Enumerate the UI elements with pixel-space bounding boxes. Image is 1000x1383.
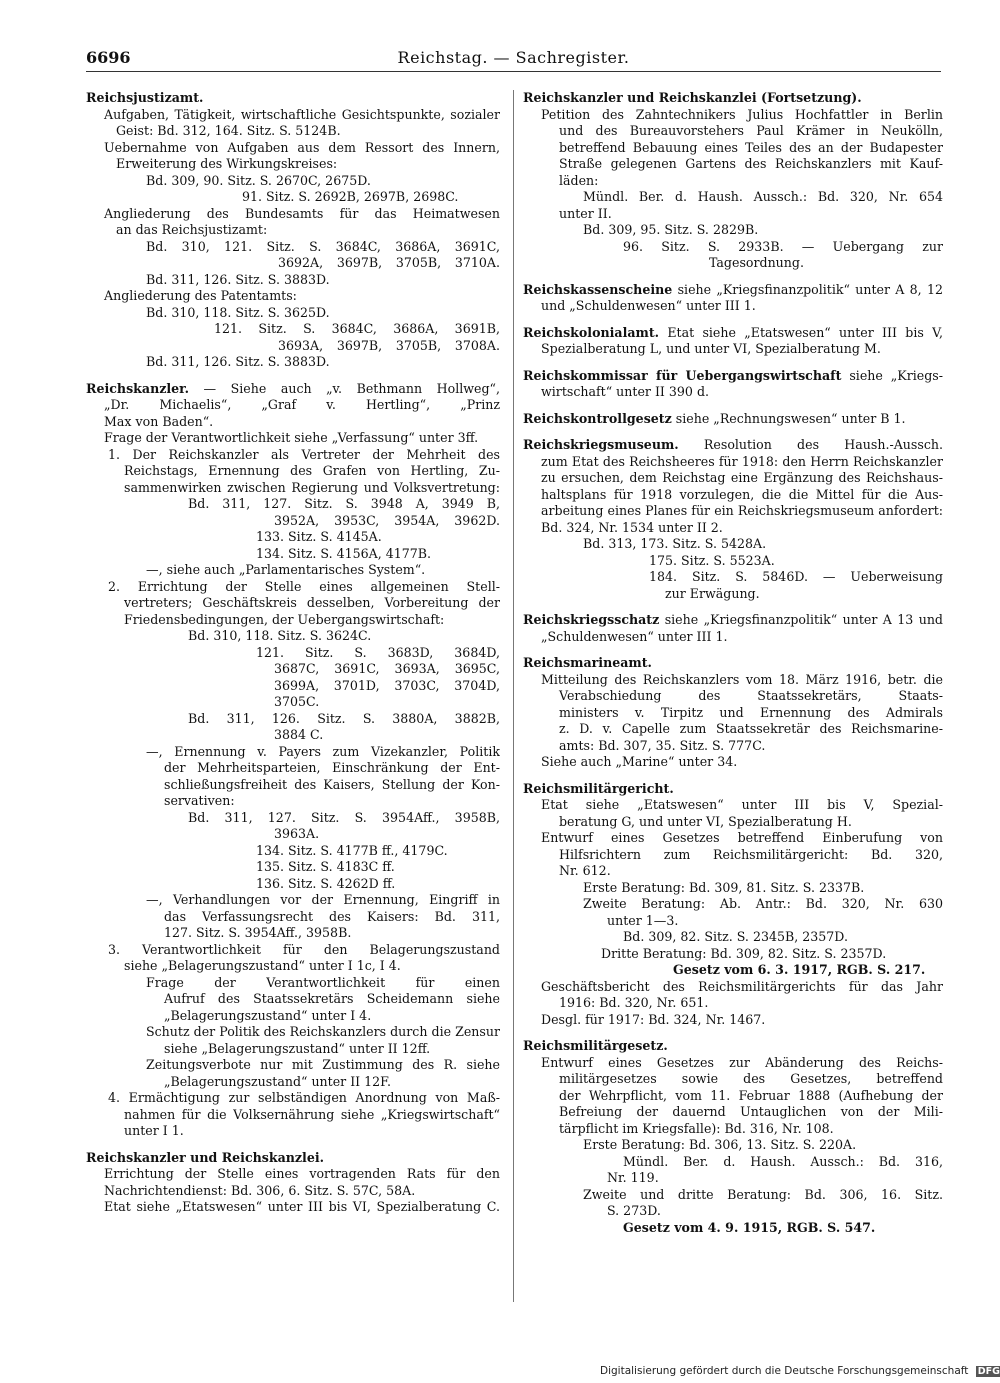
entry-line: Straße gelegenen Gartens des Reichskanzlers mit Kauf- xyxy=(559,156,943,171)
entry-heading: Reichskriegsmuseum. xyxy=(523,437,679,452)
entry-line: Mündl. Ber. d. Haush. Aussch.: Bd. 320, Nr. 654 xyxy=(583,189,943,204)
entry-heading: Reichskanzler. xyxy=(86,380,190,396)
index-entry xyxy=(86,90,500,371)
entry-line: Zeitungsverbote nur mit Zustimmung des R. siehe xyxy=(146,1057,500,1072)
entry-line: vertreters; Geschäftskreis desselben, Vorbereitung der xyxy=(124,595,500,610)
entry-line: Bd. 310, 121. Sitz. S. 3684C, 3686A, 3691C, xyxy=(146,238,500,254)
entry-line: Gesetz vom 6. 3. 1917, RGB. S. 217. xyxy=(673,962,926,977)
entry-line: nahmen für die Volksernährung siehe „Kriegswirtschaft“ xyxy=(124,1106,500,1122)
entry-line: Erste Beratung: Bd. 309, 81. Sitz. S. 2337B. xyxy=(583,879,865,895)
entry-line: 3952A, 3953C, 3954A, 3962D. xyxy=(274,512,500,528)
entry-line: sammenwirken zwischen Regierung und Volksvertretung: xyxy=(124,479,500,495)
entry-line: 134. Sitz. S. 4156A, 4177B. xyxy=(256,545,432,561)
entry-line: Bd. 311, 127. Sitz. S. 3954Aff., 3958B, xyxy=(188,809,500,825)
entry-heading: Reichskontrollgesetz xyxy=(523,410,672,426)
entry-line: und „Schuldenwesen“ unter III 1. xyxy=(541,298,756,313)
entry-line: Mitteilung des Reichskanzlers vom 18. März 1916, betr. die xyxy=(541,671,943,687)
entry-line: unter 1—3. xyxy=(607,912,679,928)
entry-line-text: siehe „Kriegsfinanzpolitik“ unter A 8, 12 xyxy=(672,281,943,297)
entry-line: 1916: Bd. 320, Nr. 651. xyxy=(559,995,709,1010)
entry-line: 4. Ermächtigung zur selbständigen Anordnung von Maß- xyxy=(108,1090,500,1105)
entry-line: Bd. 310, 118. Sitz. S. 3624C. xyxy=(188,628,372,643)
entry-line: —, Ernennung v. Payers zum Vizekanzler, Politik xyxy=(146,743,500,759)
entry-line: betreffend Bebauung eines Teiles des an der Budapester xyxy=(559,139,943,155)
entry-line: 1. Der Reichskanzler als Vertreter der Mehrheit des xyxy=(108,446,500,462)
entry-line xyxy=(523,437,943,454)
entry-line: siehe „Belagerungszustand“ unter II 12ff. xyxy=(164,1040,431,1056)
entry-heading: Reichsmilitärgesetz. xyxy=(523,1038,668,1053)
entry-line xyxy=(523,612,943,629)
entry-line: Entwurf eines Gesetzes zur Abänderung des Reichs- xyxy=(541,1054,943,1070)
entry-line: Errichtung der Stelle eines vortragenden Rats für den xyxy=(104,1166,500,1181)
dfg-logo: DFG xyxy=(977,1366,1000,1377)
entry-line: 3687C, 3691C, 3693A, 3695C, xyxy=(274,661,500,676)
entry-line: 134. Sitz. S. 4177B ff., 4179C. xyxy=(256,842,448,858)
entry-line: schließungsfreiheit des Kaisers, Stellung der Kon- xyxy=(164,776,500,792)
entry-line: z. D. v. Capelle zum Staatssekretär des Reichsmarine- xyxy=(559,721,943,736)
entry-line: Friedensbedingungen, der Uebergangswirtschaft: xyxy=(124,611,445,627)
entry-heading: Reichsmarineamt. xyxy=(523,655,652,670)
entry-line-text: — Siehe auch „v. Bethmann Hollweg“, xyxy=(189,380,500,396)
index-entry xyxy=(523,781,943,1029)
entry-line: Gesetz vom 4. 9. 1915, RGB. S. 547. xyxy=(623,1219,876,1235)
column-divider xyxy=(513,90,514,1302)
entry-line: Spezialberatung L, und unter VI, Spezialberatung M. xyxy=(541,341,881,356)
index-entry xyxy=(523,1038,943,1236)
entry-line: 136. Sitz. S. 4262D ff. xyxy=(256,875,396,891)
entry-line: 91. Sitz. S. 2692B, 2697B, 2698C. xyxy=(242,189,459,204)
footer xyxy=(600,1365,1000,1377)
entry-line: Bd. 309, 82. Sitz. S. 2345B, 2357D. xyxy=(623,929,848,944)
entry-line: Frage der Verantwortlichkeit für einen xyxy=(146,974,500,990)
page-title: Reichstag. — Sachregister. xyxy=(397,48,630,67)
entry-line: Befreiung der dauernd Untauglichen von der Mili- xyxy=(559,1104,943,1119)
entry-line: Bd. 310, 118. Sitz. S. 3625D. xyxy=(146,304,330,320)
entry-line: Geist: Bd. 312, 164. Sitz. S. 5124B. xyxy=(116,123,341,138)
entry-line: und des Bureauvorstehers Paul Krämer in Neukölln, xyxy=(559,123,943,138)
index-entry xyxy=(523,90,943,272)
entry-line: Erste Beratung: Bd. 306, 13. Sitz. S. 220A. xyxy=(583,1137,857,1152)
entry-line-text: siehe „Rechnungswesen“ unter B 1. xyxy=(671,410,906,426)
entry-line: 2. Errichtung der Stelle eines allgemeinen Stell- xyxy=(108,578,500,594)
entry-line: Nr. 119. xyxy=(607,1170,659,1185)
entry-line: 3705C. xyxy=(274,694,320,709)
entry-line: Nr. 612. xyxy=(559,863,611,878)
entry-line: 184. Sitz. S. 5846D. — Ueberweisung xyxy=(649,569,943,584)
entry-line: Bd. 311, 126. Sitz. S. 3883D. xyxy=(146,271,330,287)
entry-heading: Reichsjustizamt. xyxy=(86,90,204,105)
index-entry xyxy=(86,1150,500,1216)
entry-line: Max von Baden“. xyxy=(104,413,214,429)
entry-line: 135. Sitz. S. 4183C ff. xyxy=(256,859,395,874)
entry-line: Hilfsrichtern zum Reichsmilitärgericht: Bd. 320, xyxy=(559,846,943,862)
index-entry xyxy=(523,612,943,645)
entry-line: Bd. 313, 173. Sitz. S. 5428A. xyxy=(583,536,767,551)
entry-line: Bd. 311, 126. Sitz. S. 3883D. xyxy=(146,354,330,369)
entry-line: Schutz der Politik des Reichskanzlers durch die Zensur xyxy=(146,1024,500,1039)
entry-line: Geschäftsbericht des Reichsmilitärgerichts für das Jahr xyxy=(541,978,943,994)
entry-line: 96. Sitz. S. 2933B. — Uebergang zur xyxy=(623,238,943,254)
index-entry xyxy=(523,411,943,428)
entry-heading: Reichskommissar für Uebergangswirtschaft xyxy=(523,367,842,383)
entry-line: an das Reichsjustizamt: xyxy=(116,222,268,237)
entry-line: 3692A, 3697B, 3705B, 3710A. xyxy=(278,255,500,270)
entry-line: 3884 C. xyxy=(274,727,324,742)
entry-line: unter II. xyxy=(559,205,612,221)
header-rule xyxy=(86,71,941,72)
entry-line: Entwurf eines Gesetzes betreffend Einberufung von xyxy=(541,830,943,845)
entry-line: Aufruf des Staatssekretärs Scheidemann siehe xyxy=(164,991,500,1006)
entry-line: Angliederung des Bundesamts für das Heimatwesen xyxy=(104,205,500,221)
index-entry xyxy=(523,325,943,358)
entry-line: Siehe auch „Marine“ unter 34. xyxy=(541,754,738,769)
entry-line: siehe „Belagerungszustand“ unter I 1c, I 4. xyxy=(124,958,401,973)
entry-line: unter I 1. xyxy=(124,1123,184,1138)
entry-line: Uebernahme von Aufgaben aus dem Ressort des Innern, xyxy=(104,139,500,155)
entry-line: Reichstags, Ernennung des Grafen von Hertling, Zu- xyxy=(124,463,500,478)
entry-line: „Belagerungszustand“ unter I 4. xyxy=(164,1007,372,1023)
footer-text: Digitalisierung gefördert durch die Deutsche Forschungsgemeinschaft xyxy=(600,1365,969,1377)
index-entry xyxy=(523,437,943,602)
entry-line: Tagesordnung. xyxy=(709,255,804,270)
entry-line: Verabschiedung des Staatssekretärs, Staats- xyxy=(559,688,943,703)
entry-line: Etat siehe „Etatswesen“ unter III bis V, Spezial- xyxy=(541,797,943,812)
entry-line: beratung G, und unter VI, Spezialberatung H. xyxy=(559,813,852,829)
entry-line xyxy=(523,368,943,385)
entry-line: das Verfassungsrecht des Kaisers: Bd. 311, xyxy=(164,908,500,924)
entry-line-text: Etat siehe „Etatswesen“ unter III bis V, xyxy=(659,324,943,340)
index-entry xyxy=(523,655,943,771)
entry-line: der Wehrpflicht, vom 11. Februar 1888 (Aufhebung der xyxy=(559,1087,943,1103)
entry-line xyxy=(523,282,943,299)
entry-line: zu ersuchen, dem Reichstag eine Ergänzung des Reichshaus- xyxy=(541,470,943,485)
entry-line: 175. Sitz. S. 5523A. xyxy=(649,552,775,568)
entry-line: Erweiterung des Wirkungskreises: xyxy=(116,156,338,171)
entry-heading: Reichskolonialamt. xyxy=(523,324,660,340)
entry-line: „Belagerungszustand“ unter II 12F. xyxy=(164,1073,391,1089)
entry-line: zum Etat des Reichsheeres für 1918: den Herrn Reichskanzler xyxy=(541,453,943,469)
entry-line: S. 273D. xyxy=(607,1203,661,1218)
entry-heading: Reichsmilitärgericht. xyxy=(523,780,674,796)
right-column xyxy=(523,90,943,1246)
entry-heading: Reichskassenscheine xyxy=(523,281,673,297)
entry-line: Mündl. Ber. d. Haush. Aussch.: Bd. 316, xyxy=(623,1153,943,1169)
entry-line: haltsplans für 1918 vorzulegen, die die Mittel für die Aus- xyxy=(541,486,943,502)
entry-line: 133. Sitz. S. 4145A. xyxy=(256,529,382,544)
entry-line: servativen: xyxy=(164,793,235,808)
entry-line: Bd. 311, 127. Sitz. S. 3948 A, 3949 B, xyxy=(188,496,500,511)
entry-line: zur Erwägung. xyxy=(665,585,760,601)
entry-heading: Reichskanzler und Reichskanzlei (Fortsetzung). xyxy=(523,90,862,105)
page-header xyxy=(86,48,941,70)
index-entry xyxy=(523,368,943,401)
entry-line: der Mehrheitsparteien, Einschränkung der Ent- xyxy=(164,760,500,775)
entry-line: ministers v. Tirpitz und Ernennung des Admirals xyxy=(559,704,943,720)
entry-line: „Dr. Michaelis“, „Graf v. Hertling“, „Prinz xyxy=(104,397,500,412)
entry-line: Bd. 311, 126. Sitz. S. 3880A, 3882B, xyxy=(188,710,500,726)
entry-line: 3963A. xyxy=(274,826,320,841)
page-number: 6696 xyxy=(86,48,131,67)
entry-line: 3693A, 3697B, 3705B, 3708A. xyxy=(278,337,500,353)
entry-line xyxy=(86,381,500,398)
entry-line: Frage der Verantwortlichkeit siehe „Verfassung“ unter 3ff. xyxy=(104,430,479,445)
left-column xyxy=(86,90,500,1226)
entry-line: Zweite und dritte Beratung: Bd. 306, 16. Sitz. xyxy=(583,1186,943,1202)
entry-line xyxy=(523,411,943,428)
entry-line: Nachrichtendienst: Bd. 306, 6. Sitz. S. 57C, 58A. xyxy=(104,1182,416,1198)
entry-line: Bd. 324, Nr. 1534 unter II 2. xyxy=(541,519,723,535)
entry-line-text: Resolution des Haush.-Aussch. xyxy=(678,437,943,452)
entry-line: „Schuldenwesen“ unter III 1. xyxy=(541,628,728,644)
entry-heading: Reichskanzler und Reichskanzlei. xyxy=(86,1149,325,1165)
entry-line: —, Verhandlungen vor der Ernennung, Eingriff in xyxy=(146,892,500,907)
entry-line: tärpflicht im Kriegsfalle): Bd. 316, Nr. 108. xyxy=(559,1120,834,1136)
entry-line: militärgesetzes sowie des Gesetzes, betreffend xyxy=(559,1071,943,1086)
entry-line: wirtschaft“ unter II 390 d. xyxy=(541,384,710,399)
entry-line: Bd. 309, 95. Sitz. S. 2829B. xyxy=(583,222,759,237)
entry-line: 127. Sitz. S. 3954Aff., 3958B. xyxy=(164,925,352,940)
entry-line: Angliederung des Patentamts: xyxy=(104,288,297,303)
entry-line: Bd. 309, 90. Sitz. S. 2670C, 2675D. xyxy=(146,172,371,188)
entry-line-text: siehe „Kriegsfinanzpolitik“ unter A 13 und xyxy=(659,612,943,627)
entry-line: 121. Sitz. S. 3683D, 3684D, xyxy=(256,644,500,660)
entry-line: —, siehe auch „Parlamentarisches System“. xyxy=(146,562,426,577)
entry-line: 3699A, 3701D, 3703C, 3704D, xyxy=(274,677,500,693)
entry-line: Etat siehe „Etatswesen“ unter III bis VI, Spezialberatung C. xyxy=(104,1199,500,1214)
entry-line: amts: Bd. 307, 35. Sitz. S. 777C. xyxy=(559,737,766,753)
entry-line: Petition des Zahntechnikers Julius Hochfattler in Berlin xyxy=(541,106,943,122)
entry-line: arbeitung eines Planes für ein Reichskriegsmuseum anfordert: xyxy=(541,503,943,518)
entry-line: Desgl. für 1917: Bd. 324, Nr. 1467. xyxy=(541,1011,766,1027)
entry-line-text: siehe „Kriegs- xyxy=(841,367,943,383)
entry-heading: Reichskriegsschatz xyxy=(523,612,660,627)
entry-line: Aufgaben, Tätigkeit, wirtschaftliche Gesichtspunkte, sozialer xyxy=(104,106,500,122)
entry-line: Zweite Beratung: Ab. Antr.: Bd. 320, Nr. 630 xyxy=(583,896,943,911)
entry-line: Dritte Beratung: Bd. 309, 82. Sitz. S. 2357D. xyxy=(601,945,887,961)
entry-line: 3. Verantwortlichkeit für den Belagerungszustand xyxy=(108,941,500,957)
entry-line: 121. Sitz. S. 3684C, 3686A, 3691B, xyxy=(214,321,500,336)
index-entry xyxy=(523,282,943,315)
entry-line: läden: xyxy=(559,172,599,188)
index-entry xyxy=(86,381,500,1140)
entry-line xyxy=(523,325,943,342)
